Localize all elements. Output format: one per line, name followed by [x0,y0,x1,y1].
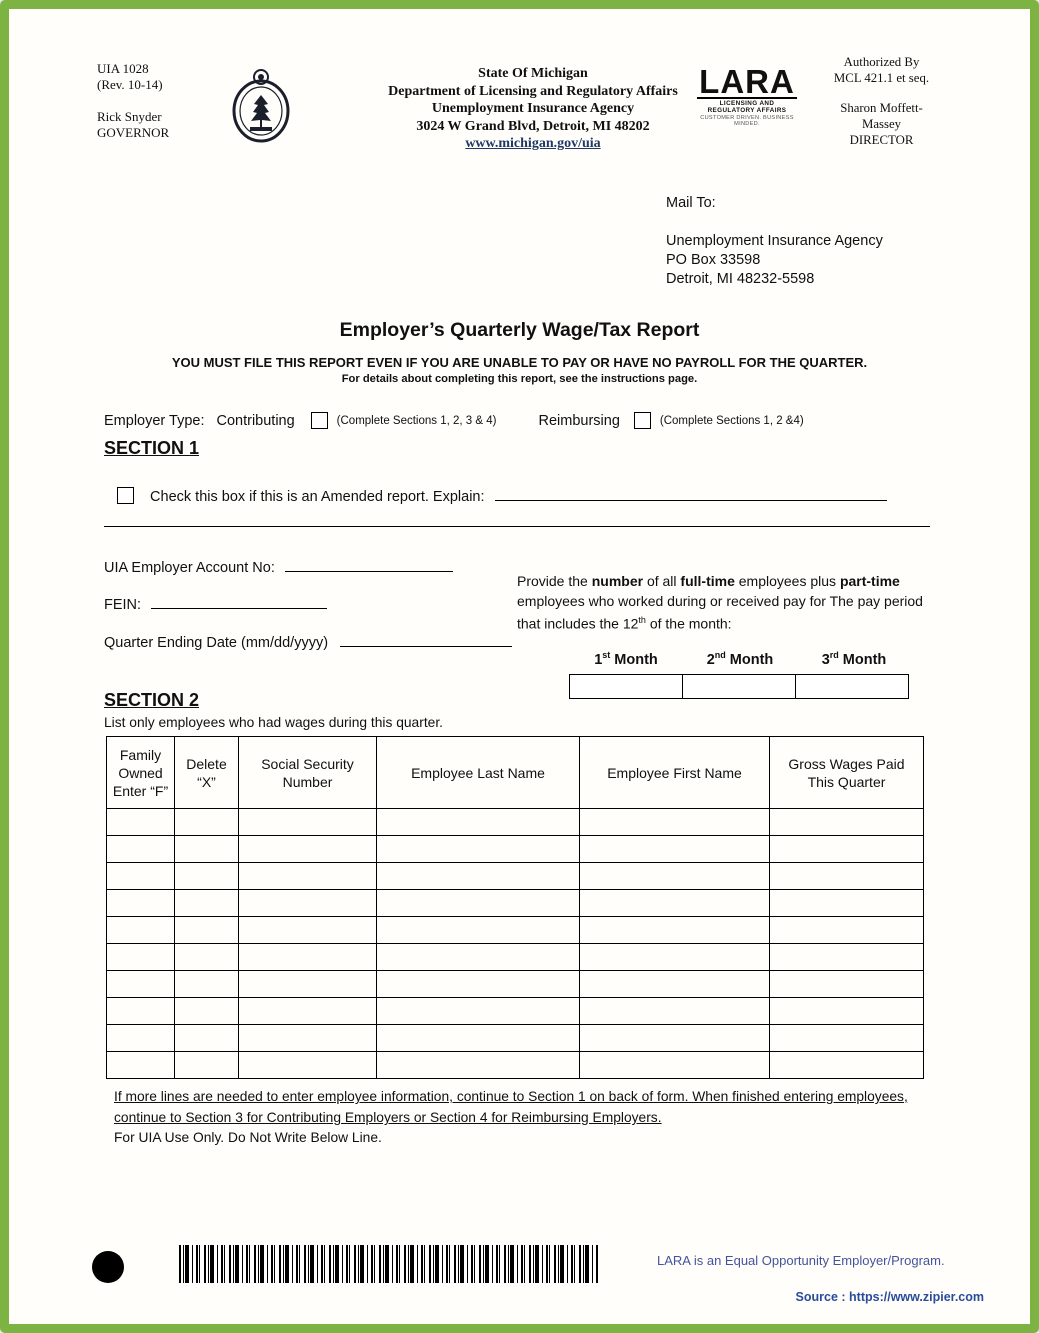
form-number: UIA 1028 [97,61,149,76]
wage-table-row [107,944,924,971]
wage-table-cell[interactable] [107,890,175,917]
uia-account-label: UIA Employer Account No: [104,560,275,576]
col-ssn: Social Security Number [239,737,377,809]
lara-logo [697,63,797,127]
wage-table-cell[interactable] [377,971,580,998]
explain-continuation-line[interactable] [104,514,930,527]
wage-table-cell[interactable] [239,998,377,1025]
wage-table-cell[interactable] [175,1052,239,1079]
director-block [804,54,959,148]
uia-account-input-line[interactable] [285,557,453,572]
contributing-label: Contributing [216,412,295,429]
quarter-date-label: Quarter Ending Date (mm/dd/yyyy) [104,635,329,651]
fein-label: FEIN: [104,597,142,613]
month3-label: 3rd Month [821,650,887,668]
wage-table [106,736,924,1079]
wage-table-cell[interactable] [239,809,377,836]
uia-use-only-text: For UIA Use Only. Do Not Write Below Line. [114,1130,382,1145]
wage-table-cell[interactable] [239,971,377,998]
form-id-block [97,61,169,141]
wage-table-cell[interactable] [175,863,239,890]
month-labels [569,650,911,668]
director-name-1: Sharon Moffett- [840,101,923,115]
wage-table-cell[interactable] [377,944,580,971]
section2-subtitle: List only employees who had wages during this quarter. [104,715,443,730]
instr-part: of all [643,573,681,589]
employer-type-label: Employer Type: [104,412,205,429]
month1-label: 1st Month [594,650,658,668]
wage-table-cell[interactable] [580,917,770,944]
employee-count-instruction [517,572,945,634]
wage-table-cell[interactable] [770,836,924,863]
month2-count-box[interactable] [682,674,796,699]
col-first-name: Employee First Name [580,737,770,809]
instr-part-bold: -time [866,573,900,589]
registration-mark [92,1251,124,1283]
barcode [179,1245,599,1283]
wage-table-row [107,890,924,917]
wage-table-cell[interactable] [770,809,924,836]
instr-part: employees who worked during or received pay for The pay period that includes the 12 [517,592,923,632]
instr-part: of the month: [645,615,732,632]
mail-to-line-3: Detroit, MI 48232-5598 [666,271,815,287]
page-title: Employer’s Quarterly Wage/Tax Report [339,319,700,341]
mail-to-line-2: PO Box 33598 [666,252,761,268]
wage-table-cell[interactable] [770,917,924,944]
wage-table-cell[interactable] [239,863,377,890]
wage-table-cell[interactable] [107,863,175,890]
wage-table-cell[interactable] [377,836,580,863]
agency-header [327,65,739,153]
wage-table-cell[interactable] [580,1052,770,1079]
wage-table-row [107,863,924,890]
wage-table-cell[interactable] [239,1052,377,1079]
section1-heading: SECTION 1 [104,438,200,458]
instr-part-bold: full-time [680,573,735,589]
wage-table-cell[interactable] [580,863,770,890]
wage-table-row [107,1025,924,1052]
wage-table-cell[interactable] [377,917,580,944]
amended-row [117,486,887,505]
col-family-owned: Family Owned Enter “F” [107,737,175,809]
governor-name: Rick Snyder [97,109,162,124]
michigan-state-seal [231,65,291,148]
lara-tagline-2: CUSTOMER DRIVEN. BUSINESS MINDED. [700,115,794,127]
wage-table-cell[interactable] [175,944,239,971]
wage-table-cell[interactable] [107,809,175,836]
wage-table-cell[interactable] [377,809,580,836]
wage-table-cell[interactable] [239,1025,377,1052]
wage-table-cell[interactable] [580,971,770,998]
instr-superscript: th [638,615,646,625]
wage-table-cell[interactable] [377,998,580,1025]
wage-table-row [107,809,924,836]
agency-line-1: State Of Michigan [478,66,588,81]
uia-account-row [104,557,453,576]
wage-table-cell[interactable] [770,890,924,917]
col-gross-wages: Gross Wages Paid This Quarter [770,737,924,809]
wage-table-cell[interactable] [239,890,377,917]
wage-table-row [107,971,924,998]
wage-table-row [107,917,924,944]
quarter-date-row [104,632,512,651]
section2-heading: SECTION 2 [104,690,200,710]
wage-table-cell[interactable] [580,998,770,1025]
notice-line-1: YOU MUST FILE THIS REPORT EVEN IF YOU ARE UNABLE TO PAY OR HAVE NO PAYROLL FOR THE QUARTER. [171,355,868,370]
instr-part-bold: part [839,573,867,589]
fein-input-line[interactable] [151,594,327,609]
wage-table-row [107,998,924,1025]
wage-table-cell[interactable] [377,1052,580,1079]
wage-table-cell[interactable] [107,971,175,998]
wage-table-row [107,836,924,863]
authorized-statute: MCL 421.1 et seq. [833,71,930,85]
lara-tagline-1: LICENSING AND REGULATORY AFFAIRS [697,97,797,114]
reimbursing-note: (Complete Sections 1, 2 &4) [659,414,804,427]
instr-part: Provide the [517,573,592,589]
wage-table-cell[interactable] [175,836,239,863]
wage-table-wrap [106,736,924,1079]
wage-table-cell[interactable] [175,917,239,944]
mail-to-address [666,232,883,289]
agency-line-2: Department of Licensing and Regulatory Affairs [388,83,678,99]
month2-label: 2nd Month [706,650,774,668]
agency-line-3: Unemployment Insurance Agency [431,101,635,116]
form-revision: (Rev. 10-14) [97,77,163,92]
wage-table-cell[interactable] [107,1025,175,1052]
wage-table-cell[interactable] [107,998,175,1025]
quarter-date-input-line[interactable] [340,632,512,647]
wage-table-cell[interactable] [107,836,175,863]
wage-table-cell[interactable] [580,809,770,836]
wage-table-cell[interactable] [107,917,175,944]
wage-table-cell[interactable] [175,890,239,917]
governor-title: GOVERNOR [97,125,170,140]
amended-checkbox[interactable] [117,487,134,504]
wage-table-cell[interactable] [377,1025,580,1052]
wage-table-cell[interactable] [175,809,239,836]
month1-count-box[interactable] [569,674,683,699]
wage-table-cell[interactable] [239,917,377,944]
contributing-note: (Complete Sections 1, 2, 3 & 4) [336,414,497,427]
source-link[interactable]: Source : https://www.zipier.com [795,1290,984,1304]
wage-table-cell[interactable] [175,1025,239,1052]
wage-table-header-row [107,737,924,809]
instr-part-bold: number [591,573,644,589]
instr-part: employees plus [734,573,840,589]
wage-table-cell[interactable] [770,1052,924,1079]
continue-instructions: If more lines are needed to enter employee information, continue to Section 1 on back of form. When finished entering employees, continue to Section 3 for Contributing Employers or Section 4 for Reimbursing Employers. [114,1089,908,1125]
wage-table-cell[interactable] [580,944,770,971]
wage-table-cell[interactable] [770,971,924,998]
lara-wordmark: LARA [699,63,795,100]
equal-opportunity-text: LARA is an Equal Opportunity Employer/Program. [657,1253,945,1268]
col-last-name: Employee Last Name [377,737,580,809]
contributing-checkbox[interactable] [311,412,328,429]
wage-table-cell[interactable] [770,1025,924,1052]
wage-table-cell[interactable] [580,890,770,917]
wage-table-cell[interactable] [175,998,239,1025]
col-delete: Delete “X” [175,737,239,809]
wage-table-body [107,809,924,1079]
amended-label: Check this box if this is an Amended report. Explain: [150,489,485,505]
fein-row [104,594,327,613]
agency-line-4: 3024 W Grand Blvd, Detroit, MI 48202 [416,118,650,134]
director-title: DIRECTOR [849,133,914,147]
authorized-by: Authorized By [843,55,920,69]
reimbursing-label: Reimbursing [538,412,620,429]
month-count-boxes [569,674,908,699]
explain-input-line[interactable] [495,486,887,501]
wage-table-row [107,1052,924,1079]
agency-website-link[interactable]: www.michigan.gov/uia [465,136,601,151]
wage-table-cell[interactable] [377,890,580,917]
wage-table-cell[interactable] [770,998,924,1025]
director-name-2: Massey [861,117,902,131]
wage-table-cell[interactable] [239,836,377,863]
month3-count-box[interactable] [795,674,909,699]
reimbursing-checkbox[interactable] [634,412,651,429]
wage-table-cell[interactable] [107,1052,175,1079]
mail-to-line-1: Unemployment Insurance Agency [666,233,883,249]
wage-table-cell[interactable] [377,863,580,890]
mail-to-label: Mail To: [666,195,716,211]
wage-table-cell[interactable] [580,836,770,863]
employer-type-row [104,412,804,429]
wage-table-cell[interactable] [107,944,175,971]
wage-table-cell[interactable] [175,971,239,998]
wage-table-cell[interactable] [770,863,924,890]
wage-table-cell[interactable] [239,944,377,971]
wage-table-cell[interactable] [770,944,924,971]
notice-line-2: For details about completing this report, see the instructions page. [341,373,698,385]
wage-table-cell[interactable] [580,1025,770,1052]
